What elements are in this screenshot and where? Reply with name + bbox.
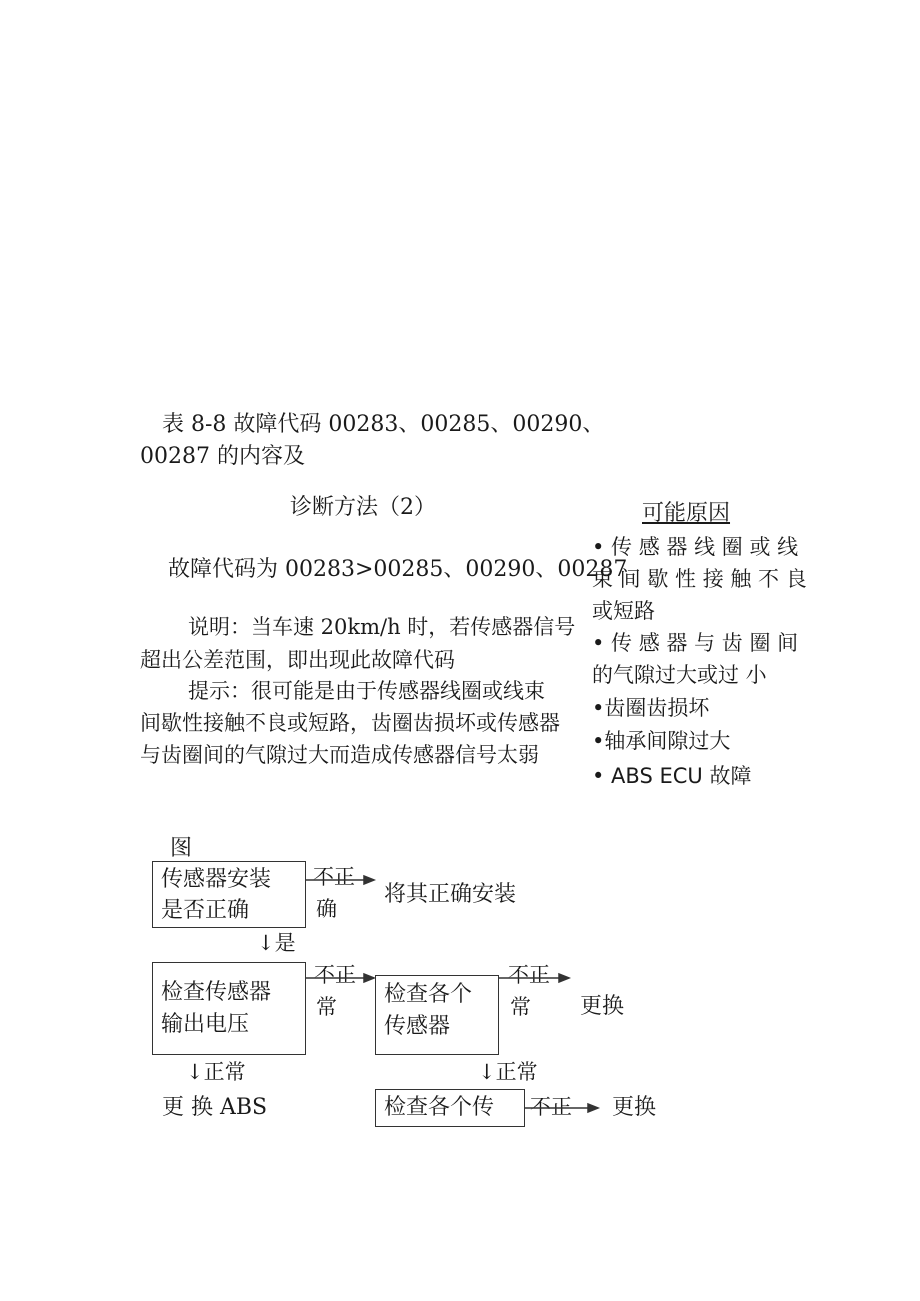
description-line2: 超出公差范围，即出现此故障代码 <box>140 648 455 672</box>
table-caption-line3: 诊断方法（2） <box>290 495 436 520</box>
table-caption-line1: 表 8-8 故障代码 00283、00285、00290、 <box>162 412 605 437</box>
result-replace-2: 更换 <box>612 1095 657 1120</box>
down-arrow-yes: ↓是 <box>257 931 296 955</box>
hint-line2: 间歇性接触不良或短路，齿圈齿损坏或传感器 <box>140 711 560 735</box>
arrow3-head <box>559 974 569 982</box>
box4-line1: 检查各个传 <box>384 1095 495 1120</box>
cause-2-line2: 的气隙过大或过 小 <box>592 663 767 687</box>
arrow1-head <box>364 876 374 884</box>
arrow2-label-top: 不正 <box>314 963 356 987</box>
arrow2-head <box>364 974 374 982</box>
arrow3-label-top: 不正 <box>508 963 550 987</box>
arrow4-head <box>588 1104 598 1112</box>
cause-4: •轴承间隙过大 <box>592 729 731 753</box>
down-arrow-normal-right: ↓正常 <box>478 1060 538 1084</box>
cause-1-line2: 束 间 歇 性 接 触 不 良 <box>592 567 807 591</box>
arrow3-label-bottom: 常 <box>510 995 531 1019</box>
result-reinstall: 将其正确安装 <box>384 882 517 907</box>
table-caption-line2: 00287 的内容及 <box>140 444 305 469</box>
cause-1-line1: • 传 感 器 线 圈 或 线 <box>592 535 799 559</box>
down-arrow-normal-left: ↓正常 <box>186 1060 246 1084</box>
box1-line1: 传感器安装 <box>161 867 272 892</box>
causes-heading: 可能原因 <box>642 501 731 526</box>
box2-line1: 检查传感器 <box>161 980 272 1005</box>
arrow4-label: 不正 <box>530 1095 572 1119</box>
hint-line1: 提示：很可能是由于传感器线圈或线束 <box>188 679 545 703</box>
cause-1-line3: 或短路 <box>592 599 655 623</box>
description-line1: 说明：当车速 20km/h 时，若传感器信号 <box>188 615 576 639</box>
cause-3: •齿圈齿损坏 <box>592 696 710 720</box>
box2-line2: 输出电压 <box>161 1012 250 1037</box>
box1-line2: 是否正确 <box>161 898 250 923</box>
arrow1-label-bottom: 确 <box>316 897 337 921</box>
hint-line3: 与齿圈间的气隙过大而造成传感器信号太弱 <box>140 743 539 767</box>
fault-codes: 故障代码为 00283>00285、00290、00287 <box>168 557 628 582</box>
figure-label: 图 <box>170 836 193 861</box>
arrow1-label-top: 不正 <box>313 865 355 889</box>
result-replace-sensor: 更换 <box>580 994 625 1019</box>
box3-line2: 传感器 <box>384 1014 451 1039</box>
arrow2-label-bottom: 常 <box>316 995 337 1019</box>
cause-2-line1: • 传 感 器 与 齿 圈 间 <box>592 631 799 655</box>
cause-5: • ABS ECU 故障 <box>592 764 752 788</box>
result-replace-abs: 更 换 ABS <box>162 1095 268 1120</box>
box3-line1: 检查各个 <box>384 982 473 1007</box>
